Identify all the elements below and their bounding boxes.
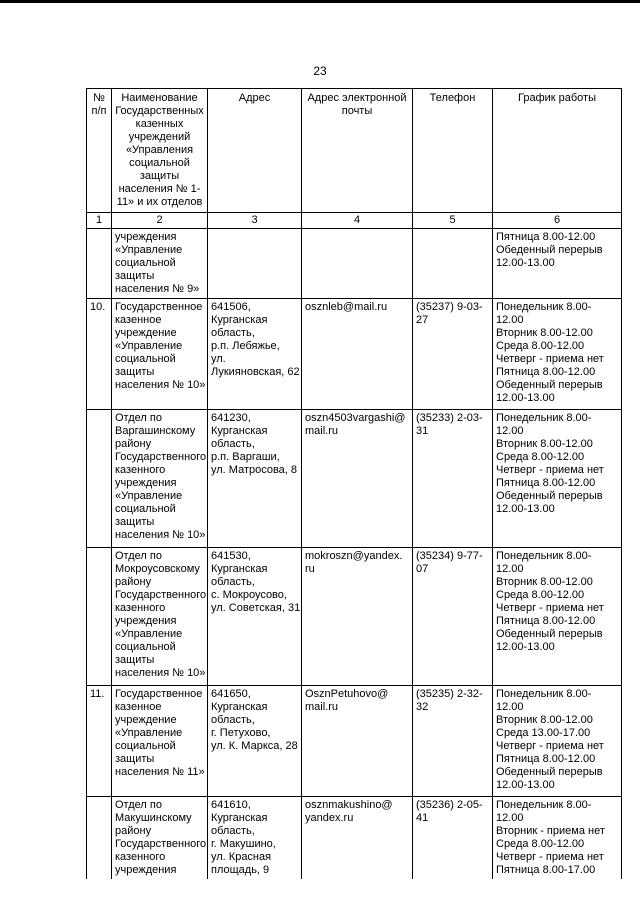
schedule-cell bbox=[493, 410, 622, 548]
text-line: г. Макушино, bbox=[211, 838, 276, 850]
text-line: Пятница 8.00-12.00 bbox=[496, 231, 596, 243]
text-line: защиты bbox=[115, 270, 155, 282]
text-line: Четверг - приема нет bbox=[496, 740, 604, 752]
text-line: Варгашинскому bbox=[115, 425, 196, 437]
table-row bbox=[87, 229, 622, 299]
row-number: 11. bbox=[87, 686, 112, 797]
header-cell-name bbox=[112, 89, 208, 213]
text-line: 12.00-13.00 bbox=[496, 503, 555, 515]
header-cell-address bbox=[208, 89, 302, 213]
text-line: 12.00 bbox=[496, 563, 524, 575]
text-line: 12.00 bbox=[496, 701, 524, 713]
text-line: Понедельник 8.00- bbox=[496, 799, 592, 811]
table-row bbox=[87, 548, 622, 686]
text-line: социальной bbox=[115, 503, 176, 515]
text-line: Четверг - приема нет bbox=[496, 464, 604, 476]
row-number bbox=[87, 410, 112, 548]
text-line: почты bbox=[341, 105, 373, 117]
text-line: 27 bbox=[416, 314, 429, 326]
address-cell bbox=[208, 229, 302, 299]
text-line: 641610, bbox=[211, 799, 251, 811]
text-line: 41 bbox=[416, 812, 429, 824]
text-line: 12.00 bbox=[496, 314, 524, 326]
phone-cell bbox=[413, 797, 493, 880]
text-line: Обеденный перерыв bbox=[496, 766, 603, 778]
email-cell bbox=[302, 548, 413, 686]
phone-cell bbox=[413, 299, 493, 410]
text-line: Государственное bbox=[115, 301, 203, 313]
text-line: osznmakushino@ bbox=[305, 799, 393, 811]
text-line: mokroszn@yandex. bbox=[305, 550, 403, 562]
text-line: казенного bbox=[115, 602, 166, 614]
text-line: Пятница 8.00-12.00 bbox=[496, 366, 596, 378]
text-line: Среда 13.00-17.00 bbox=[496, 727, 591, 739]
text-line: учреждение bbox=[115, 327, 177, 339]
table-row bbox=[87, 410, 622, 548]
text-line: Курганская bbox=[211, 563, 268, 575]
column-number: 3 bbox=[208, 213, 302, 229]
text-line: 12.00 bbox=[496, 812, 524, 824]
text-line: oszn4503vargashi@ bbox=[305, 412, 406, 424]
address-cell bbox=[208, 797, 302, 880]
institution-name bbox=[112, 410, 208, 548]
text-line: району bbox=[115, 825, 152, 837]
table-row bbox=[87, 686, 622, 797]
column-number: 6 bbox=[493, 213, 622, 229]
phone-cell bbox=[413, 548, 493, 686]
text-line: (35235) 2-32- bbox=[416, 688, 483, 700]
address-cell bbox=[208, 686, 302, 797]
phone-cell bbox=[413, 229, 493, 299]
text-line: График работы bbox=[518, 92, 596, 104]
text-line: ул. Советская, 31 bbox=[211, 602, 301, 614]
text-line: 12.00 bbox=[496, 425, 524, 437]
text-line: Обеденный перерыв bbox=[496, 244, 603, 256]
text-line: Пятница 8.00-12.00 bbox=[496, 477, 596, 489]
text-line: область, bbox=[211, 327, 255, 339]
text-line: Вторник 8.00-12.00 bbox=[496, 714, 593, 726]
text-line: «Управление bbox=[115, 628, 183, 640]
text-line: защиты bbox=[139, 170, 180, 182]
text-line: р.п. Варгаши, bbox=[211, 451, 280, 463]
page-top-edge bbox=[0, 0, 640, 3]
text-line: социальной bbox=[129, 157, 190, 169]
text-line: Четверг - приема нет bbox=[496, 602, 604, 614]
text-line: 11» и их отделов bbox=[116, 196, 203, 208]
text-line: 12.00-13.00 bbox=[496, 779, 555, 791]
text-line: учреждение bbox=[115, 714, 177, 726]
text-line: 07 bbox=[416, 563, 429, 575]
email-cell bbox=[302, 299, 413, 410]
text-line: Макушинскому bbox=[115, 812, 192, 824]
text-line: 641230, bbox=[211, 412, 251, 424]
text-line: Отдел по bbox=[115, 550, 162, 562]
text-line: защиты bbox=[115, 516, 155, 528]
text-line: Обеденный перерыв bbox=[496, 490, 603, 502]
text-line: социальной bbox=[115, 740, 176, 752]
text-line: 12.00-13.00 bbox=[496, 392, 555, 404]
text-line: mail.ru bbox=[305, 425, 339, 437]
phone-cell bbox=[413, 686, 493, 797]
text-line: с. Мокроусово, bbox=[211, 589, 287, 601]
text-line: учреждения bbox=[115, 477, 177, 489]
institutions-table bbox=[86, 88, 622, 879]
address-cell bbox=[208, 548, 302, 686]
text-line: казенное bbox=[115, 314, 162, 326]
column-number: 2 bbox=[112, 213, 208, 229]
text-line: Государственного bbox=[115, 589, 207, 601]
text-line: (35236) 2-05- bbox=[416, 799, 483, 811]
text-line: 31 bbox=[416, 425, 429, 437]
text-line: учреждения bbox=[115, 864, 177, 876]
header-cell-phone bbox=[413, 89, 493, 213]
schedule-cell bbox=[493, 797, 622, 880]
text-line: Вторник 8.00-12.00 bbox=[496, 576, 593, 588]
address-cell bbox=[208, 299, 302, 410]
text-line: Понедельник 8.00- bbox=[496, 412, 592, 424]
text-line: Адрес bbox=[238, 92, 271, 104]
text-line: учреждений bbox=[128, 131, 191, 143]
text-line: населения № 10» bbox=[115, 667, 206, 679]
text-line: Среда 8.00-12.00 bbox=[496, 340, 585, 352]
institution-name bbox=[112, 229, 208, 299]
text-line: району bbox=[115, 438, 152, 450]
text-line: область, bbox=[211, 438, 255, 450]
text-line: ул. bbox=[211, 353, 226, 365]
text-line: населения № 10» bbox=[115, 379, 206, 391]
text-line: «Управление bbox=[115, 340, 183, 352]
text-line: ru bbox=[305, 563, 315, 575]
column-number-row bbox=[87, 213, 622, 229]
table-row bbox=[87, 797, 622, 880]
text-line: 32 bbox=[416, 701, 429, 713]
phone-cell bbox=[413, 410, 493, 548]
text-line: Телефон bbox=[429, 92, 476, 104]
text-line: № bbox=[93, 92, 105, 104]
row-number bbox=[87, 548, 112, 686]
text-line: Среда 8.00-12.00 bbox=[496, 451, 585, 463]
text-line: Понедельник 8.00- bbox=[496, 688, 592, 700]
email-cell bbox=[302, 686, 413, 797]
table-row bbox=[87, 299, 622, 410]
schedule-cell bbox=[493, 548, 622, 686]
institution-name bbox=[112, 548, 208, 686]
text-line: «Управление bbox=[115, 490, 183, 502]
row-number bbox=[87, 229, 112, 299]
text-line: Государственных bbox=[115, 105, 204, 117]
address-cell bbox=[208, 410, 302, 548]
text-line: Лукияновская, 62 bbox=[211, 366, 300, 378]
schedule-cell bbox=[493, 299, 622, 410]
text-line: Отдел по bbox=[115, 799, 162, 811]
text-line: населения № 10» bbox=[115, 529, 206, 541]
text-line: 12.00-13.00 bbox=[496, 257, 555, 269]
text-line: «Управление bbox=[115, 244, 183, 256]
text-line: Среда 8.00-12.00 bbox=[496, 838, 585, 850]
text-line: Вторник - приема нет bbox=[496, 825, 605, 837]
column-number: 4 bbox=[302, 213, 413, 229]
institution-name bbox=[112, 299, 208, 410]
text-line: Государственное bbox=[115, 688, 203, 700]
text-line: Вторник 8.00-12.00 bbox=[496, 327, 593, 339]
text-line: Курганская bbox=[211, 701, 268, 713]
text-line: 12.00-13.00 bbox=[496, 641, 555, 653]
email-cell bbox=[302, 229, 413, 299]
text-line: учреждения bbox=[115, 231, 177, 243]
text-line: казенное bbox=[115, 701, 162, 713]
text-line: Среда 8.00-12.00 bbox=[496, 589, 585, 601]
text-line: Обеденный перерыв bbox=[496, 379, 603, 391]
text-line: Пятница 8.00-17.00 bbox=[496, 864, 596, 876]
text-line: Адрес электронной bbox=[307, 92, 407, 104]
text-line: (35234) 9-77- bbox=[416, 550, 483, 562]
text-line: казенного bbox=[115, 851, 166, 863]
text-line: населения № 11» bbox=[115, 766, 205, 778]
text-line: «Управления bbox=[125, 144, 194, 156]
text-line: Понедельник 8.00- bbox=[496, 301, 592, 313]
text-line: учреждения bbox=[115, 615, 177, 627]
text-line: району bbox=[115, 576, 152, 588]
text-line: OsznPetuhovo@ bbox=[305, 688, 389, 700]
text-line: р.п. Лебяжье, bbox=[211, 340, 280, 352]
text-line: г. Петухово, bbox=[211, 727, 271, 739]
page-number: 23 bbox=[313, 64, 327, 78]
text-line: Понедельник 8.00- bbox=[496, 550, 592, 562]
text-line: социальной bbox=[115, 257, 176, 269]
text-line: защиты bbox=[115, 753, 155, 765]
text-line: Обеденный перерыв bbox=[496, 628, 603, 640]
email-cell bbox=[302, 410, 413, 548]
text-line: (35237) 9-03- bbox=[416, 301, 483, 313]
header-cell-schedule bbox=[493, 89, 622, 213]
text-line: 641530, bbox=[211, 550, 251, 562]
text-line: mail.ru bbox=[305, 701, 339, 713]
text-line: Четверг - приема нет bbox=[496, 851, 604, 863]
text-line: социальной bbox=[115, 641, 176, 653]
text-line: Вторник 8.00-12.00 bbox=[496, 438, 593, 450]
text-line: «Управление bbox=[115, 727, 183, 739]
text-line: казенных bbox=[135, 118, 184, 130]
text-line: yandex.ru bbox=[305, 812, 354, 824]
text-line: ул. Матросова, 8 bbox=[211, 464, 298, 476]
text-line: Курганская bbox=[211, 314, 268, 326]
text-line: Наименование bbox=[121, 92, 198, 104]
text-line: Пятница 8.00-12.00 bbox=[496, 615, 596, 627]
schedule-cell bbox=[493, 229, 622, 299]
text-line: Пятница 8.00-12.00 bbox=[496, 753, 596, 765]
text-line: Отдел по bbox=[115, 412, 162, 424]
text-line: защиты bbox=[115, 366, 155, 378]
text-line: Четверг - приема нет bbox=[496, 353, 604, 365]
text-line: ул. К. Маркса, 28 bbox=[211, 740, 298, 752]
text-line: защиты bbox=[115, 654, 155, 666]
column-number: 1 bbox=[87, 213, 112, 229]
text-line: населения № 9» bbox=[115, 283, 200, 295]
schedule-cell bbox=[493, 686, 622, 797]
header-cell-number bbox=[87, 89, 112, 213]
text-line: ул. Красная bbox=[211, 851, 272, 863]
row-number bbox=[87, 797, 112, 880]
text-line: osznleb@mail.ru bbox=[305, 301, 388, 313]
header-cell-email bbox=[302, 89, 413, 213]
text-line: 641506, bbox=[211, 301, 251, 313]
text-line: социальной bbox=[115, 353, 176, 365]
text-line: область, bbox=[211, 576, 255, 588]
header-row bbox=[87, 89, 622, 213]
text-line: населения № 1- bbox=[118, 183, 201, 195]
text-line: Государственного bbox=[115, 451, 207, 463]
institution-name bbox=[112, 686, 208, 797]
text-line: Курганская bbox=[211, 425, 268, 437]
text-line: площадь, 9 bbox=[211, 864, 270, 876]
text-line: казенного bbox=[115, 464, 166, 476]
text-line: область, bbox=[211, 714, 255, 726]
text-line: область, bbox=[211, 825, 255, 837]
text-line: (35233) 2-03- bbox=[416, 412, 483, 424]
row-number: 10. bbox=[87, 299, 112, 410]
email-cell bbox=[302, 797, 413, 880]
text-line: 641650, bbox=[211, 688, 251, 700]
column-number: 5 bbox=[413, 213, 493, 229]
text-line: п/п bbox=[91, 105, 107, 117]
text-line: Курганская bbox=[211, 812, 268, 824]
text-line: Мокроусовскому bbox=[115, 563, 200, 575]
institution-name bbox=[112, 797, 208, 880]
text-line: Государственного bbox=[115, 838, 207, 850]
